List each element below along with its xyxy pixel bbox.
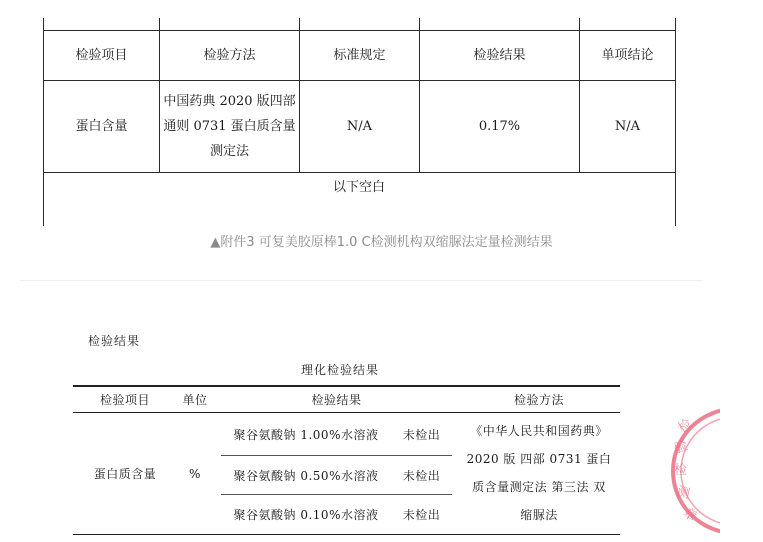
result-sample: 聚谷氨酸钠 1.00%水溶液 [233,428,379,442]
header-item: 检验项目 [99,393,150,407]
report-table-top [0,0,763,226]
result-outcome: 未检出 [402,428,441,442]
header-item: 检验项目 [75,48,128,63]
seal-stamp [660,381,720,541]
method-line: 测定法 [209,144,249,159]
table-title: 理化检验结果 [301,363,380,377]
report-table-bottom [0,281,763,542]
header-result: 检验结果 [311,393,362,407]
header-conclusion: 单项结论 [601,48,654,63]
method-line: 中国药典 2020 版四部 [163,94,296,109]
table-border [675,18,676,226]
section-title: 检验结果 [88,334,141,348]
header-method: 检验方法 [513,393,564,407]
result-outcome: 未检出 [402,508,441,522]
svg-text:验: 验 [672,438,690,457]
method-line: 缩脲法 [520,508,558,522]
svg-text:检: 检 [674,463,688,478]
method-line: 《中华人民共和国药典》 [470,424,608,438]
table-bottom-rule [73,534,620,535]
cell-method [458,414,620,532]
header-standard: 标准规定 [333,48,386,63]
cell-method [160,81,299,172]
header-result: 检验结果 [473,48,526,63]
cell-standard: N/A [346,119,373,134]
method-line: 通则 0731 蛋白质含量 [163,119,296,134]
cell-result: 0.17% [478,119,521,134]
seal-stamp-graphic [660,381,720,541]
header-unit: 单位 [182,393,208,407]
result-outcome: 未检出 [402,468,441,483]
figure-caption: ▲附件3 可复美胶原棒1.0 C检测机构双缩脲法定量检测结果 [210,235,553,250]
cell-item: 蛋白含量 [75,119,128,134]
table-border [43,172,676,173]
svg-text:测: 测 [674,484,692,503]
cell-item: 蛋白质含量 [93,467,157,481]
method-line: 2020 版 四部 0731 蛋白 [466,452,612,466]
method-line: 质含量测定法 第三法 双 [472,480,606,494]
svg-text:章: 章 [680,505,699,525]
header-method: 检验方法 [203,48,256,63]
cell-conclusion: N/A [614,119,641,134]
svg-text:检: 检 [675,416,695,437]
result-sample: 聚谷氨酸钠 0.50%水溶液 [233,468,379,483]
result-sample: 聚谷氨酸钠 0.10%水溶液 [233,508,379,522]
cell-unit: % [189,466,201,481]
blank-note: 以下空白 [332,180,385,195]
